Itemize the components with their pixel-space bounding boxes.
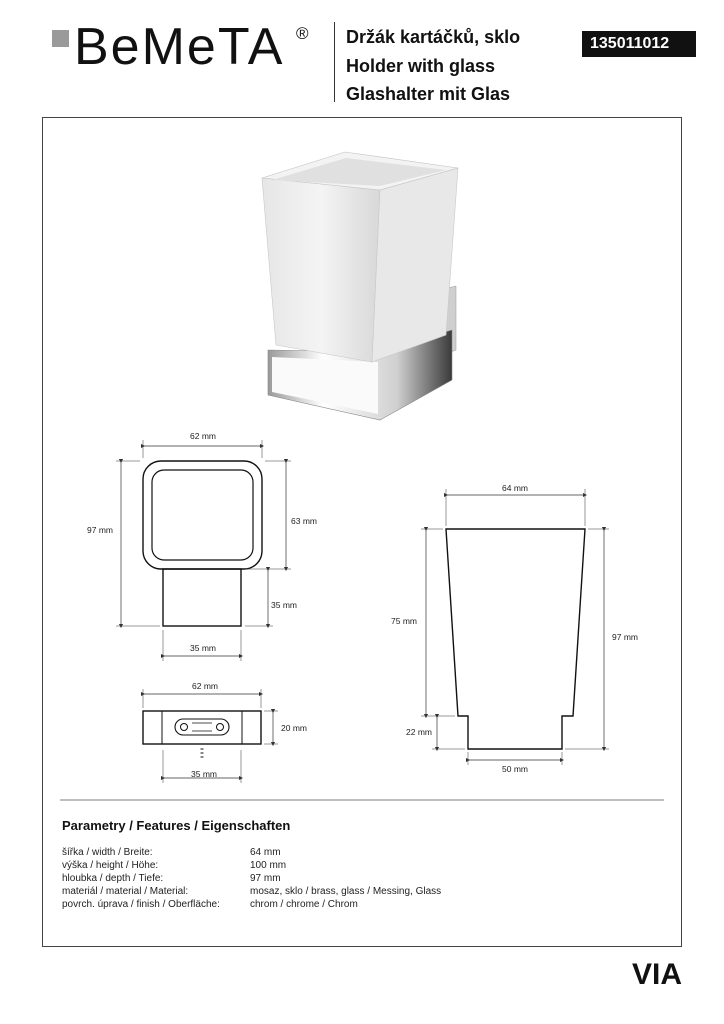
registered-mark: ® (296, 24, 309, 43)
param-value-height: 100 mm (250, 860, 287, 871)
param-value-width: 64 mm (250, 847, 281, 858)
param-value-material: mosaz, sklo / brass, glass / Messing, Glass (250, 886, 442, 897)
param-label-material: materiál / material / Material: (62, 886, 189, 897)
parameters-heading: Parametry / Features / Eigenschaften (62, 818, 291, 833)
dim-base-stem-width: 35 mm (191, 769, 217, 779)
param-label-width: šířka / width / Breite: (62, 847, 153, 858)
param-label-depth: hloubka / depth / Tiefe: (62, 873, 164, 884)
brand-logo: BeMeTA (74, 18, 285, 76)
dim-glass-total-height: 97 mm (612, 632, 638, 642)
product-code-badge: 135011012 (582, 31, 696, 57)
dim-top-stem-width: 35 mm (190, 643, 216, 653)
dim-base-depth: 20 mm (281, 723, 307, 733)
param-value-depth: 97 mm (250, 873, 281, 884)
series-name: VIA (631, 958, 682, 991)
glass-holder-photo-icon (262, 152, 458, 420)
param-label-finish: povrch. úprava / finish / Oberfläche: (62, 899, 220, 910)
dim-top-height-total: 97 mm (87, 525, 113, 535)
dim-glass-bottom-width: 50 mm (502, 764, 528, 774)
dim-top-width: 62 mm (190, 431, 216, 441)
dim-glass-lower-height: 22 mm (406, 727, 432, 737)
title-english: Holder with glass (346, 56, 496, 76)
dim-top-stem-height: 35 mm (271, 600, 297, 610)
title-czech: Držák kartáčků, sklo (346, 27, 521, 47)
param-value-finish: chrom / chrome / Chrom (250, 899, 358, 910)
top-view-drawing (116, 440, 291, 661)
title-german: Glashalter mit Glas (346, 84, 511, 104)
dim-top-glass-height: 63 mm (291, 516, 317, 526)
param-label-height: výška / height / Höhe: (62, 860, 159, 871)
dim-glass-top-width: 64 mm (502, 483, 528, 493)
dim-base-width: 62 mm (192, 681, 218, 691)
dim-glass-upper-height: 75 mm (391, 616, 417, 626)
glass-profile-drawing (421, 489, 609, 765)
